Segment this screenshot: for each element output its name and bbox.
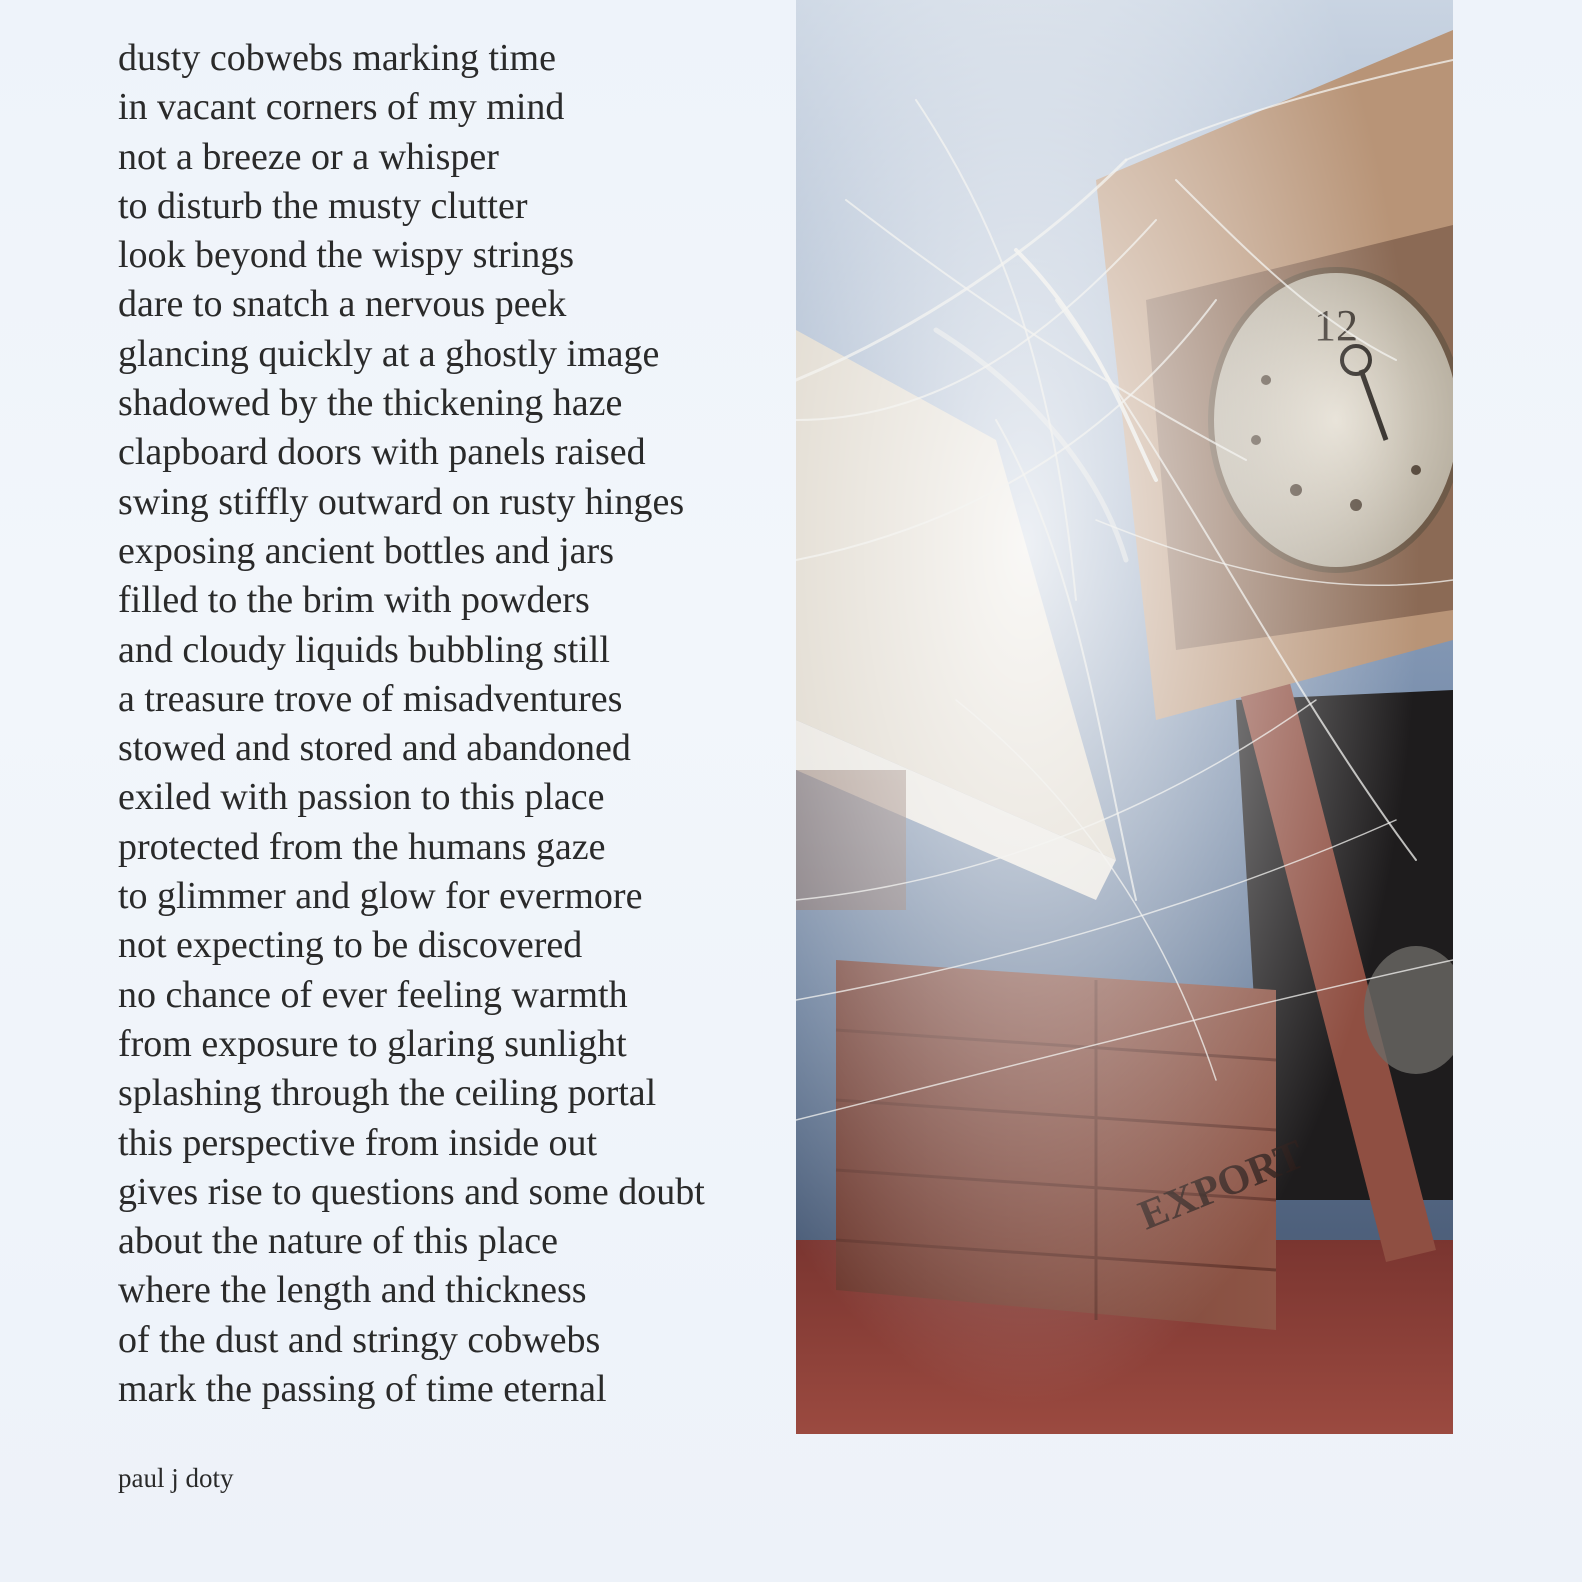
- poem-line: and cloudy liquids bubbling still: [118, 628, 610, 671]
- poem-line: swing stiffly outward on rusty hinges: [118, 480, 685, 523]
- poem-line: glancing quickly at a ghostly image: [118, 332, 660, 375]
- poem-line: splashing through the ceiling portal: [118, 1072, 657, 1115]
- poem-line: from exposure to glaring sunlight: [118, 1022, 627, 1065]
- author-name: paul j doty: [118, 1463, 234, 1493]
- poem-line: dare to snatch a nervous peek: [118, 283, 567, 326]
- poem-line: to disturb the musty clutter: [118, 184, 528, 227]
- poem-line: exposing ancient bottles and jars: [118, 529, 614, 572]
- poem-line: look beyond the wispy strings: [118, 234, 574, 277]
- poem-line: mark the passing of time eternal: [118, 1368, 607, 1411]
- illustration-svg: [796, 0, 1453, 1434]
- poem-lines: [118, 34, 778, 1414]
- haze-overlay: [796, 0, 1453, 1434]
- poem-line: in vacant corners of my mind: [118, 86, 565, 129]
- poem-line: not a breeze or a whisper: [118, 135, 499, 178]
- poem-line: of the dust and stringy cobwebs: [118, 1318, 601, 1361]
- poem-line: this perspective from inside out: [118, 1121, 598, 1164]
- poem-line: no chance of ever feeling warmth: [118, 973, 628, 1016]
- poem-line: dusty cobwebs marking time: [118, 37, 556, 79]
- poem-line: about the nature of this place: [118, 1220, 559, 1263]
- poem-line: to glimmer and glow for evermore: [118, 875, 643, 918]
- poem-line: gives rise to questions and some doubt: [118, 1170, 705, 1213]
- poem-line: stowed and stored and abandoned: [118, 727, 631, 770]
- poem-line: shadowed by the thickening haze: [118, 382, 623, 425]
- poem-line: a treasure trove of misadventures: [118, 677, 623, 720]
- cobweb-clock-illustration: [796, 0, 1453, 1434]
- poem-line: clapboard doors with panels raised: [118, 431, 646, 474]
- poem-line: protected from the humans gaze: [118, 825, 606, 868]
- poem-line: not expecting to be discovered: [118, 924, 583, 967]
- poem-line: filled to the brim with powders: [118, 579, 590, 622]
- poem-line: exiled with passion to this place: [118, 776, 605, 819]
- poem-line: where the length and thickness: [118, 1269, 587, 1312]
